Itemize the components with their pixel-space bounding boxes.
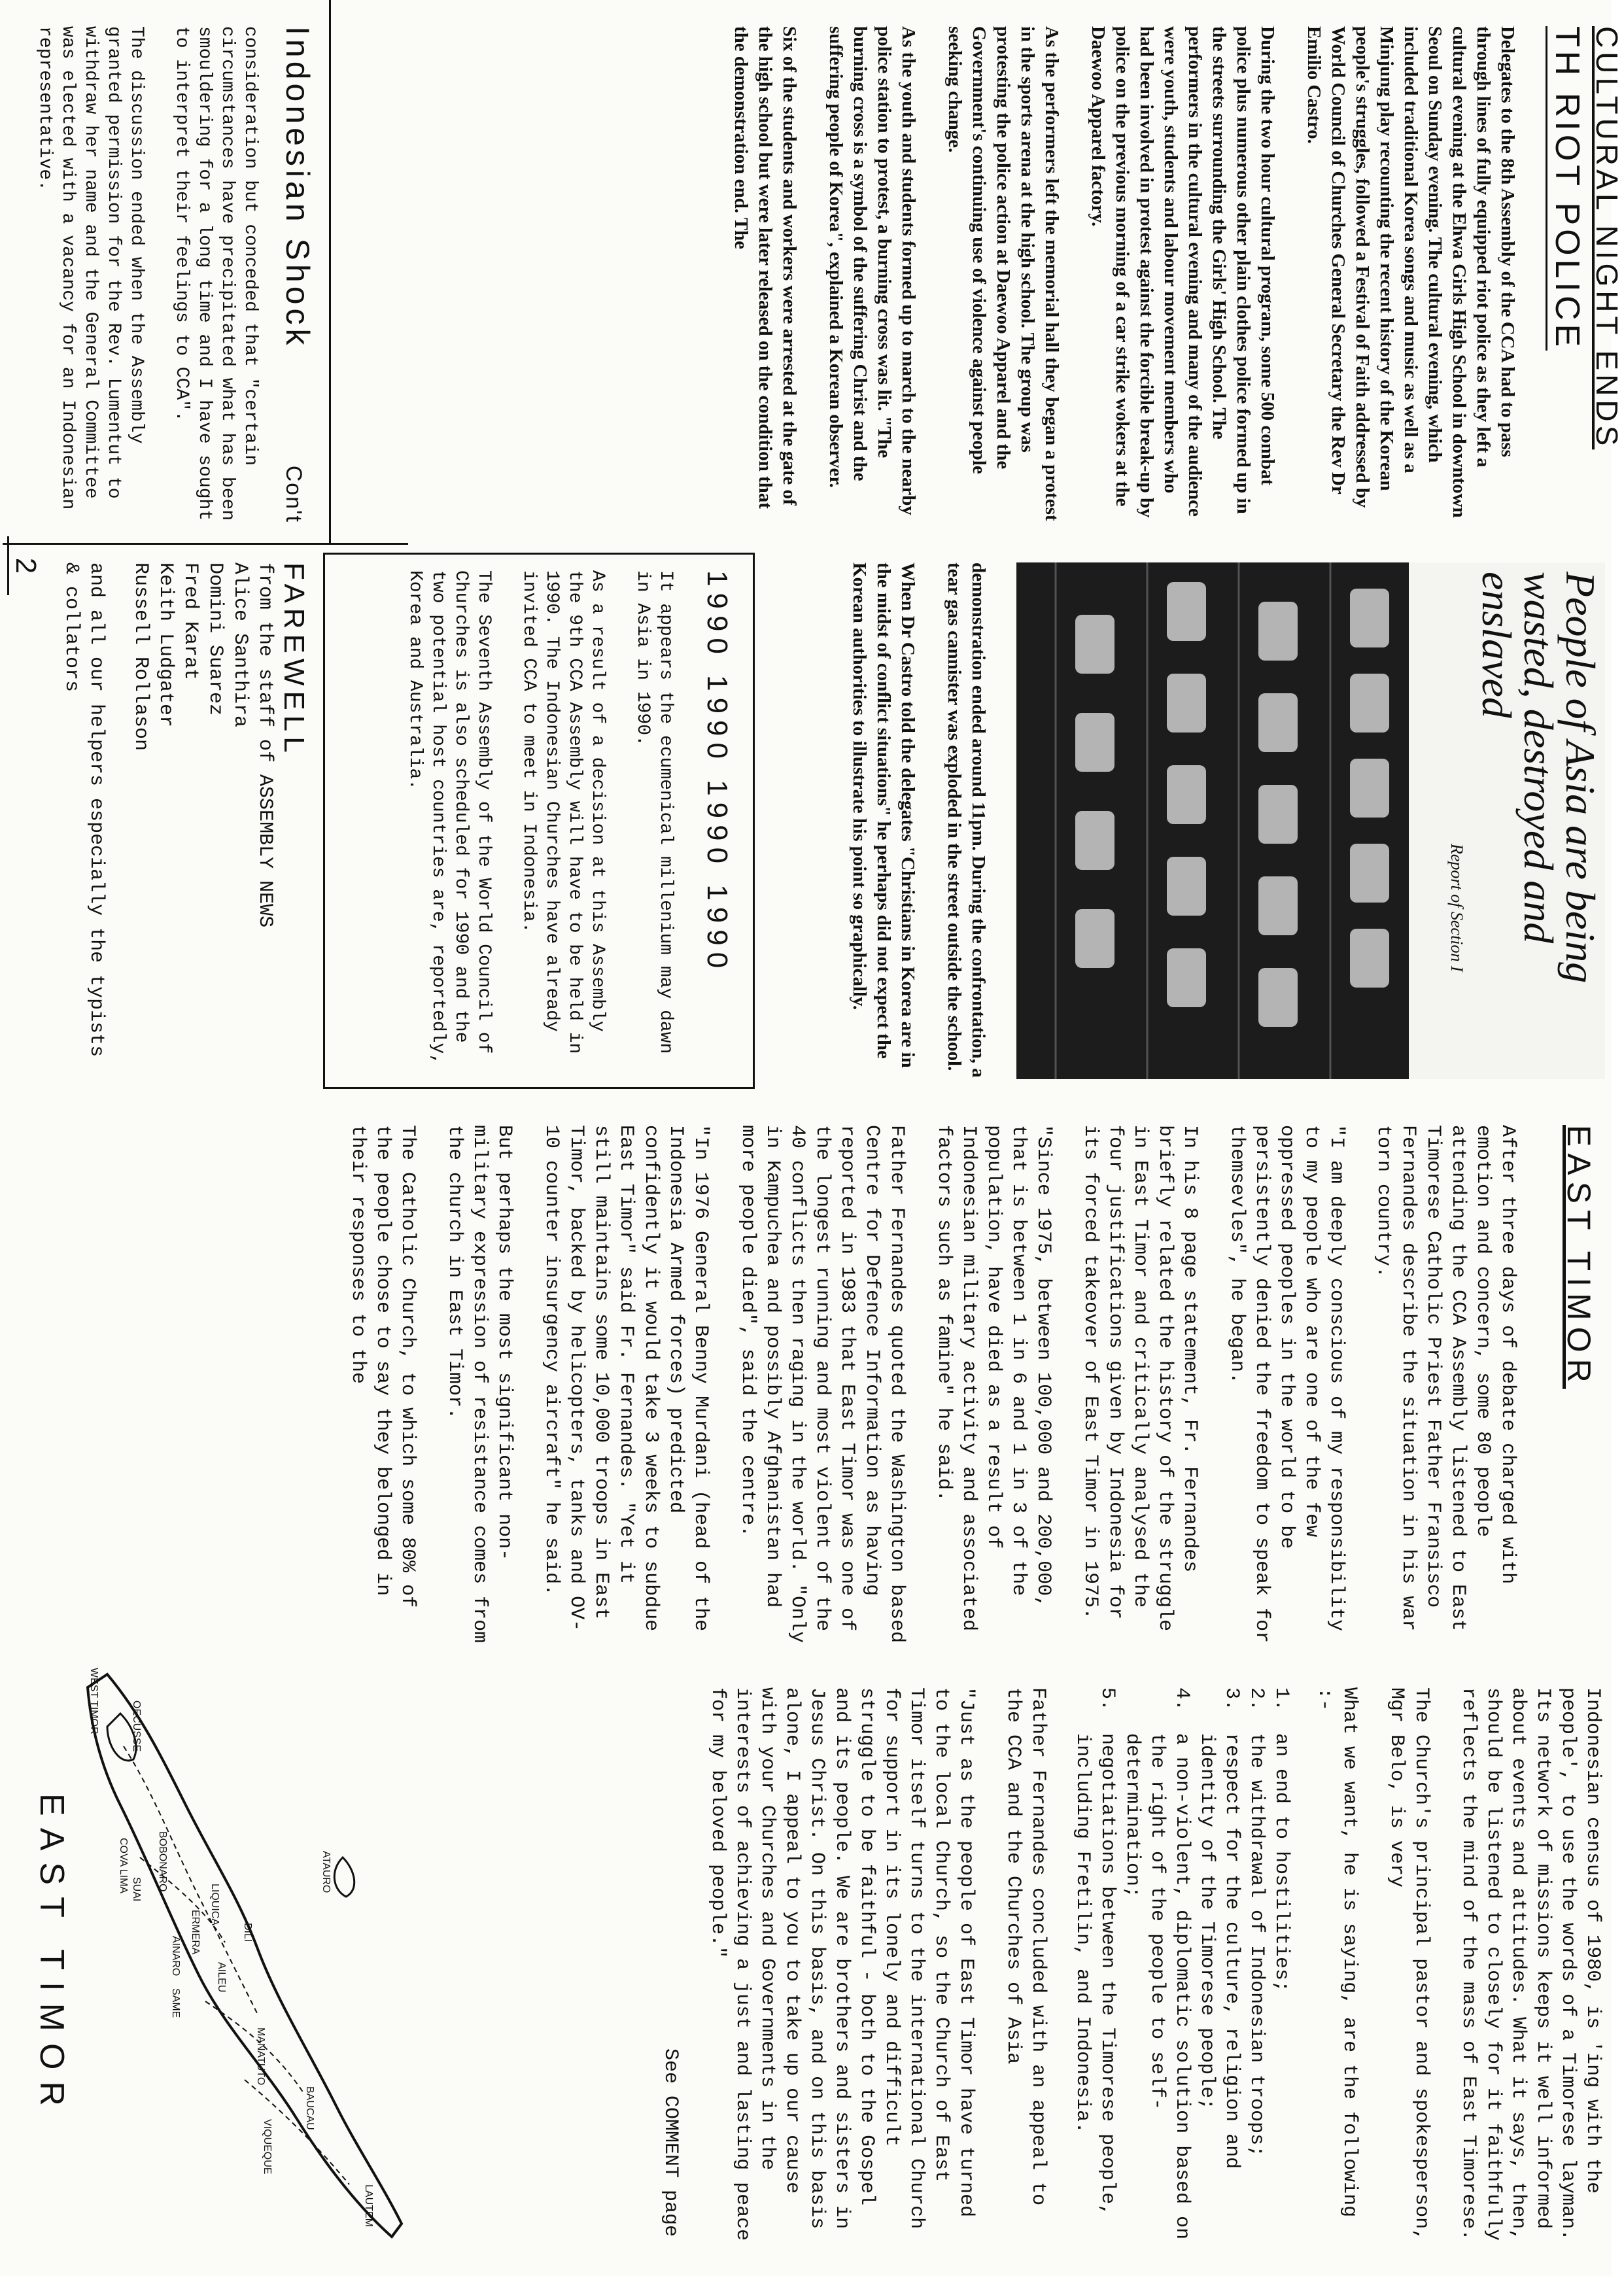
map-label: LIQUICA <box>209 1884 220 1926</box>
map-label: BOBONARO <box>157 1831 168 1892</box>
article-heading: TH RIOT POLICE <box>1546 26 1587 351</box>
farewell-name: Keith Ludgater <box>154 562 177 728</box>
map-label: MANATUTO <box>255 2027 266 2086</box>
map-label: VIQUEQUE <box>262 2119 273 2175</box>
farewell-name: Russell Rollason <box>130 562 152 751</box>
article-paragraph: But perhaps the most significant non-military expression of resistance comes from the church in East Timor. <box>443 1125 515 1644</box>
article-paragraph: The Church's principal pastor and spokesperson, Mgr Belo, is very <box>1385 1687 1432 2241</box>
article-paragraph: demonstration ended around 11pm. During the confrontation, a tear gas cannister was exploded in the street outside the school. <box>944 562 989 1078</box>
map-label: ERMERA <box>190 1910 201 1955</box>
map-label: AILEU <box>216 1962 227 1993</box>
millennium-paragraph: As a result of a decision at this Assembly the 9th CCA Assembly will have to be held in 1990. The Indonesian Churches have already invited CCA to meet in Indonesia. <box>519 570 608 1054</box>
kicker: CULTURAL NIGHT ENDS <box>1590 26 1624 450</box>
article-paragraph: "I am deeply conscious of my responsibility to my people who are one of the few oppressed peoples in the world to be persistently denied the freedom to speak for themsevles", he began. <box>1226 1125 1347 1644</box>
article-paragraph: Six of the students and workers were arrested at the gate of the high school but were later released on the condition that the demonstration end. The <box>731 26 800 509</box>
article-paragraph: The Catholic Church, to which some 80% of the people chose to say they belonged in their responses to the <box>347 1125 419 1608</box>
map-label: WEST TIMOR <box>88 1668 99 1734</box>
shock-paragraph: consideration but conceded that "certain circumstances have precipitated what has been smouldering for a long time and I have sought to interpret their feelings to CCA". <box>171 26 260 521</box>
map-label: AINARO <box>170 1936 181 1976</box>
millennium-paragraph: It appears the ecumenical millenium may dawn in Asia in 1990. <box>632 570 676 1054</box>
quote-paragraph: "Just as the people of East Timor have turned to the local Church, so the Church of East Timor itself turns to the international Church for support in its lonely and difficult struggle to be faithful - both to the Gospel and its people. We are brothers and sisters in Jesus Christ. On this basis, and on this basis alone, I appeal to you to take up our cause with your Churches and Governments in the interests of achieving a just and lasting peace for my beloved people." <box>706 1687 977 2241</box>
farewell-block <box>29 562 310 1079</box>
millennium-paragraph: The Seventh Assembly of the World Council of Churches is also scheduled for 1990 and the two potential host countries are, reportedly, Korea and Australia. <box>405 570 494 1065</box>
list-item: 1. an end to hostilities; <box>1270 1687 1292 1993</box>
millennium-box <box>323 553 755 1089</box>
map-label: LAUTEM <box>363 2184 374 2227</box>
column-rule <box>3 543 408 545</box>
map-label: SAME <box>170 1988 181 2018</box>
map-label: SUAI <box>131 1877 142 1902</box>
article-paragraph: Delegates to the 8th Assembly of the CCA had to pass through lines of fully equipped riot police as they left a cultural evening at the Ehwa Girls High School in downtown Seoul on Sunday evening. The cultural evening, which included traditional Korea songs and music as well as a Minjung play recounting the recent history of the Korean people's struggles, followed a Festival of Faith addressed by World Council of Churches General Secretary the Rev Dr Emilio Castro. <box>1304 26 1518 518</box>
see-comment-note: See COMMENT page <box>659 2048 682 2237</box>
article-paragraph: When Dr Castro told the delegates "Christians in Korea are in the midst of conflict situations" he perhaps did not expect the Korean authorities to illustrate his point so graphically. <box>849 562 918 1068</box>
farewell-name: Domini Suarez <box>204 562 226 716</box>
article-paragraph: After three days of debate charged with emotion and concern, some 80 people attending the CCA Assembly listened to East Timorese Catholic Priest Father Fransisco Fernandes describe the situation in his war torn country. <box>1372 1125 1519 1632</box>
article-paragraph: What we want, he is saying, are the following :- <box>1313 1687 1360 2218</box>
page-number: 2 <box>7 536 42 595</box>
article-paragraph: During the two hour cultural program, some 500 combat police plus numerous other plain clothes police formed up in the streets surrounding the Girls' High School. The performers in the cultural evening and many of the audience were youth, students and labour movement members who had been involved in protest against the forcible break-up by police on the previous morning of a car strike wokers at the Daewoo Apparel factory. <box>1088 26 1278 518</box>
article-paragraph: As the performers left the memorial hall they began a protest in the sports arena at the high school. The group was protesting the police action at Daewoo Apparel and the Government's continuing use of violence against people seeking change. <box>944 26 1062 521</box>
article-paragraph: "Since 1975, between 100,000 and 200,000, that is between 1 in 6 and 1 in 3 of the population, have died as a result of Indonesian military activity and associated factors such as famine" he said. <box>933 1125 1054 1632</box>
indonesian-shock-box <box>3 26 317 523</box>
map-label: OECUSSE <box>131 1700 142 1752</box>
map-label: BAUCAU <box>304 2086 315 2130</box>
article-heading: EAST TIMOR <box>1561 1125 1597 1389</box>
article-paragraph: "In 1976 General Benny Murdani (head of the Indonesia Armed forces) predicted confidently it would take 3 weeks to subdue East Timor" said Fr. Fernandes. "Yet it still maintains some 10,000 troops in East Timor, backed by helicopters, tanks and OV-10 counter insurgency aircraft" he said. <box>540 1125 712 1632</box>
map-label: DILI <box>242 1923 253 1942</box>
farewell-thanks: and all our helpers especially the typists & collators <box>60 562 107 1058</box>
image-caption: Report of Section I <box>1447 844 1466 972</box>
farewell-subtitle: from the staff of ASSEMBLY NEWS <box>254 562 276 928</box>
shock-continued: Con't <box>281 465 306 523</box>
crowd-photo <box>1016 562 1605 1079</box>
article-paragraph: As the youth and students formed up to march to the nearby police station to protest, a burning cross was lit. "The burning cross is a symbol of the suffering Christ and the suffering people of Korea", explained a Korean observer. <box>825 26 919 515</box>
column-east-timor <box>0 1125 1612 1648</box>
section-divider <box>329 0 331 543</box>
farewell-title: FAREWELL <box>278 562 310 758</box>
image-headline: People of Asia are being wasted, destroyed and enslaved <box>1474 572 1604 984</box>
list-item: 2. the withdrawal of Indonesian troops; <box>1245 1687 1268 2158</box>
article-paragraph: In his 8 page statement, Fr. Fernandes briefly related the history of the struggle in East Timor and critically analysed the four justifications given by Indonesia for its forced takeover of East Timor in 1975. <box>1079 1125 1201 1632</box>
map-label: COVA LIMA <box>118 1838 129 1894</box>
article-paragraph: Indonesian census of 1980, is 'ing with the people', to use the words of a Timorese layman. Its network of missions keeps it well informed about events and attitudes. What it says, then, should be listened to closely for it faithfully reflects the mind of the mass of East Timorese. <box>1457 1687 1604 2241</box>
map-title: EAST TIMOR <box>33 1793 71 2118</box>
east-timor-map <box>16 1661 421 2250</box>
map-label: ATAURO <box>320 1851 332 1893</box>
millennium-title: 1990 1990 1990 1990 <box>701 570 733 975</box>
farewell-name: Fred Karat <box>179 562 201 681</box>
map-illustration <box>81 1661 421 2250</box>
demands-list <box>1070 1687 1294 2250</box>
shock-heading: Indonesian Shock <box>279 26 316 349</box>
list-item: 3. respect for the culture, religion and identity of the Timorese people; <box>1196 1687 1243 2169</box>
shock-paragraph: The discussion ended when the Assembly granted permission for the Rev. Lumentut to withdraw her name and the General Committee was elected with a vacancy for an Indonesian representative. <box>35 26 147 510</box>
article-paragraph: Father Fernandes quoted the Washington based Centre for Defence Information as having reported in 1983 that East Timor was one of the longest running and most violent of the 40 conflicts then raging in the world. "Only in Kampuchea and possibly Afghanistan had more people died", said the centre. <box>736 1125 908 1644</box>
list-item: 4. a non-violent, diplomatic solution based on the right of the people to self-determination; <box>1121 1687 1193 2240</box>
list-item: 5. negotiations between the Timorese people, including Fretilin, and Indonesia. <box>1071 1687 1118 2216</box>
farewell-name: Alice Santhira <box>229 562 251 728</box>
article-paragraph: Father Fernandes concluded with an appeal to the CCA and the Churches of Asia <box>1002 1687 1049 2206</box>
